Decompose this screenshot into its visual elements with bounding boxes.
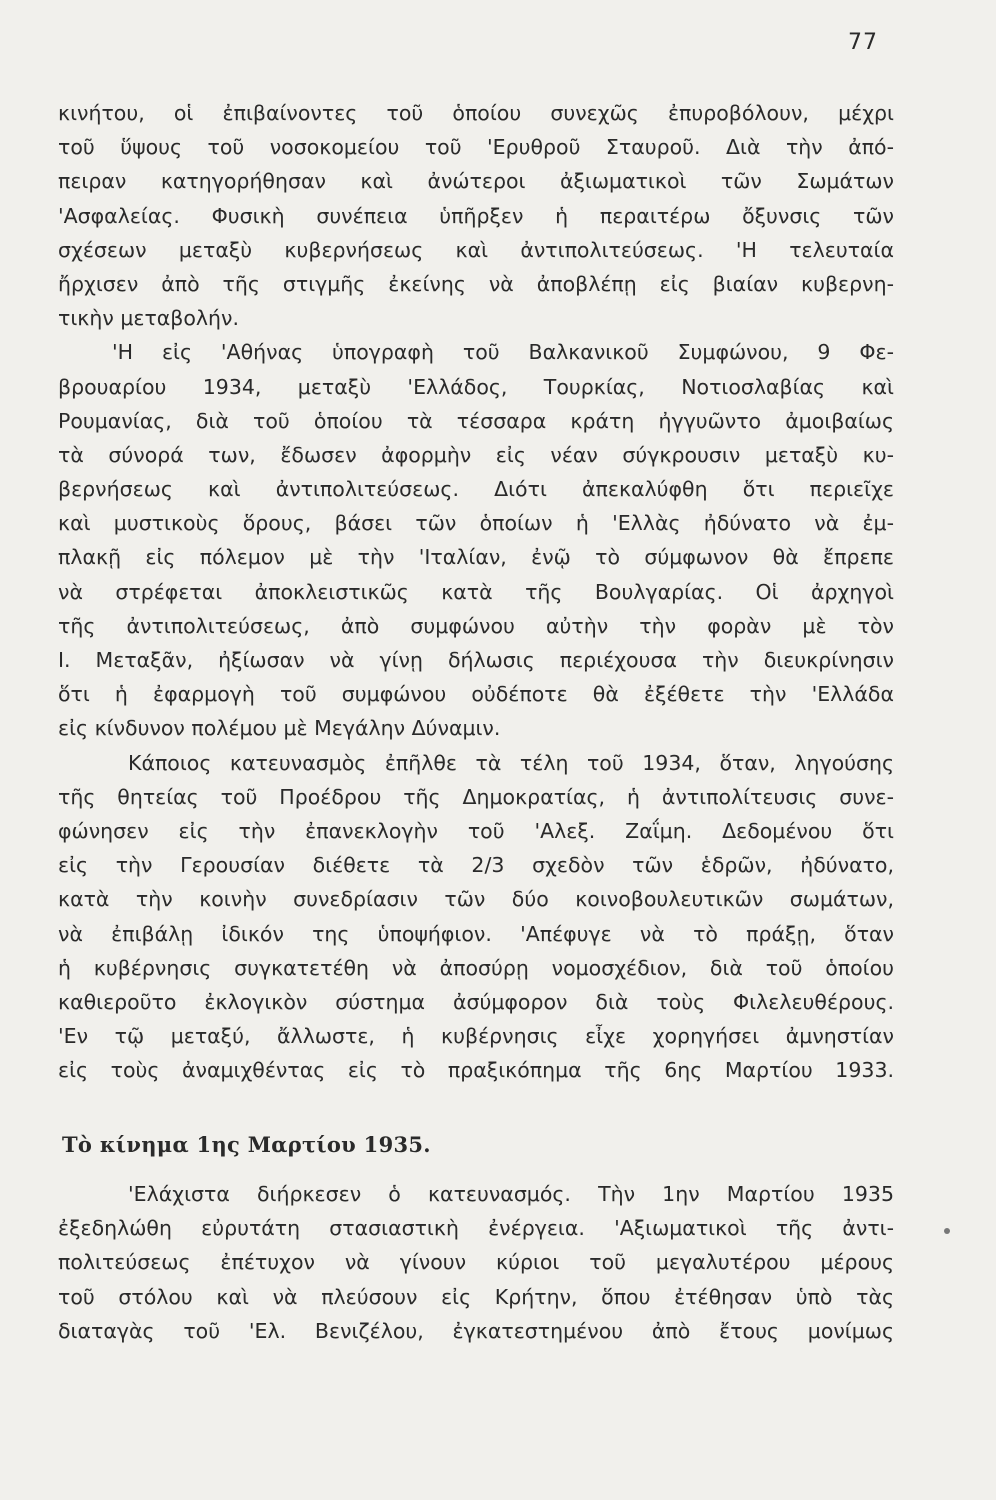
text-line: 'Ασφαλείας. Φυσικὴ συνέπεια ὑπῆρξεν ἡ περαιτέρω ὄξυνσις τῶν: [58, 203, 894, 228]
text-line: εἰς κίνδυνον πολέμου μὲ Μεγάλην Δύναμιν.: [58, 716, 501, 741]
body-text-upper: [58, 96, 894, 1087]
text-line: Κάποιος κατευνασμὸς ἐπῆλθε τὰ τέλη τοῦ 1934, ὅταν, ληγούσης: [128, 750, 894, 775]
text-line: ἐξεδηλώθη εὐρυτάτη στασιαστικὴ ἐνέργεια. 'Αξιωματικοὶ τῆς ἀντι-: [58, 1216, 894, 1241]
text-line: βερνήσεως καὶ ἀντιπολιτεύσεως. Διότι ἀπεκαλύφθη ὅτι περιεῖχε: [58, 477, 894, 502]
text-line: εἰς τοὺς ἀναμιχθέντας εἰς τὸ πραξικόπημα τῆς 6ης Μαρτίου 1933.: [58, 1058, 894, 1083]
text-line: τῆς θητείας τοῦ Προέδρου τῆς Δημοκρατίας, ἡ ἀντιπολίτευσις συνε-: [58, 784, 894, 809]
text-line: σχέσεων μεταξὺ κυβερνήσεως καὶ ἀντιπολιτεύσεως. 'Η τελευταία: [58, 237, 894, 262]
text-line: 'Εν τῷ μεταξύ, ἄλλωστε, ἡ κυβέρνησις εἶχε χορηγήσει ἀμνηστίαν: [58, 1024, 894, 1049]
text-line: κινήτου, οἱ ἐπιβαίνοντες τοῦ ὁποίου συνεχῶς ἐπυροβόλουν, μέχρι: [58, 101, 894, 125]
text-line: τοῦ στόλου καὶ νὰ πλεύσουν εἰς Κρήτην, ὅπου ἐτέθησαν ὑπὸ τὰς: [58, 1284, 894, 1309]
text-line: βρουαρίου 1934, μεταξὺ 'Ελλάδος, Τουρκίας, Νοτιοσλαβίας καὶ: [58, 374, 894, 399]
text-line: φώνησεν εἰς τὴν ἐπανεκλογὴν τοῦ 'Αλεξ. Ζαΐμη. Δεδομένου ὅτι: [58, 818, 894, 843]
margin-dot-mark: [944, 1228, 950, 1234]
text-line: τικὴν μεταβολήν.: [58, 306, 240, 331]
text-line: Ρουμανίας, διὰ τοῦ ὁποίου τὰ τέσσαρα κράτη ἠγγυῶντο ἀμοιβαίως: [58, 408, 894, 433]
text-line: νὰ στρέφεται ἀποκλειστικῶς κατὰ τῆς Βουλγαρίας. Οἱ ἀρχηγοὶ: [58, 579, 894, 604]
text-line: ὅτι ἡ ἐφαρμογὴ τοῦ συμφώνου οὐδέποτε θὰ ἐξέθετε τὴν 'Ελλάδα: [58, 682, 894, 707]
text-line: ἡ κυβέρνησις συγκατετέθη νὰ ἀποσύρῃ νομοσχέδιον, διὰ τοῦ ὁποίου: [58, 955, 894, 980]
text-line: διαταγὰς τοῦ 'Ελ. Βενιζέλου, ἐγκατεστημένου ἀπὸ ἔτους μονίμως: [58, 1318, 894, 1343]
text-line: εἰς τὴν Γερουσίαν διέθετε τὰ 2/3 σχεδὸν τῶν ἑδρῶν, ἠδύνατο,: [58, 853, 894, 878]
text-line: 'Η εἰς 'Αθήνας ὑπογραφὴ τοῦ Βαλκανικοῦ Συμφώνου, 9 Φε-: [112, 340, 894, 365]
text-line: καθιεροῦτο ἐκλογικὸν σύστημα ἀσύμφορον διὰ τοὺς Φιλελευθέρους.: [58, 989, 894, 1014]
page-number: 77: [848, 30, 878, 55]
text-line: πλακῇ εἰς πόλεμον μὲ τὴν 'Ιταλίαν, ἐνῷ τὸ σύμφωνον θὰ ἔπρεπε: [58, 545, 894, 570]
text-line: κατὰ τὴν κοινὴν συνεδρίασιν τῶν δύο κοινοβουλευτικῶν σωμάτων,: [58, 887, 894, 912]
text-line: Ι. Μεταξᾶν, ἠξίωσαν νὰ γίνῃ δήλωσις περιέχουσα τὴν διευκρίνησιν: [58, 648, 894, 672]
text-line: 'Ελάχιστα διήρκεσεν ὁ κατευνασμός. Τὴν 1ην Μαρτίου 1935: [128, 1182, 894, 1206]
text-line: τὰ σύνορά των, ἔδωσεν ἀφορμὴν εἰς νέαν σύγκρουσιν μεταξὺ κυ-: [58, 442, 894, 467]
text-line: τῆς ἀντιπολιτεύσεως, ἀπὸ συμφώνου αὐτὴν τὴν φορὰν μὲ τὸν: [58, 613, 894, 638]
text-line: νὰ ἐπιβάλῃ ἰδικόν της ὑποψήφιον. 'Απέφυγε νὰ τὸ πράξῃ, ὅταν: [58, 921, 894, 946]
text-line: πολιτεύσεως ἐπέτυχον νὰ γίνουν κύριοι τοῦ μεγαλυτέρου μέρους: [58, 1250, 894, 1275]
text-line: τοῦ ὕψους τοῦ νοσοκομείου τοῦ 'Ερυθροῦ Σταυροῦ. Διὰ τὴν ἀπό-: [58, 135, 894, 160]
section-heading: Τὸ κίνημα 1ης Μαρτίου 1935.: [62, 1132, 431, 1157]
text-line: ἤρχισεν ἀπὸ τῆς στιγμῆς ἐκείνης νὰ ἀποβλέπῃ εἰς βιαίαν κυβερνη-: [58, 271, 894, 296]
text-line: καὶ μυστικοὺς ὅρους, βάσει τῶν ὁποίων ἡ 'Ελλὰς ἠδύνατο νὰ ἐμ-: [58, 511, 894, 536]
text-line: πειραν κατηγορήθησαν καὶ ἀνώτεροι ἀξιωματικοὶ τῶν Σωμάτων: [58, 169, 894, 194]
body-text-lower: [58, 1177, 894, 1348]
